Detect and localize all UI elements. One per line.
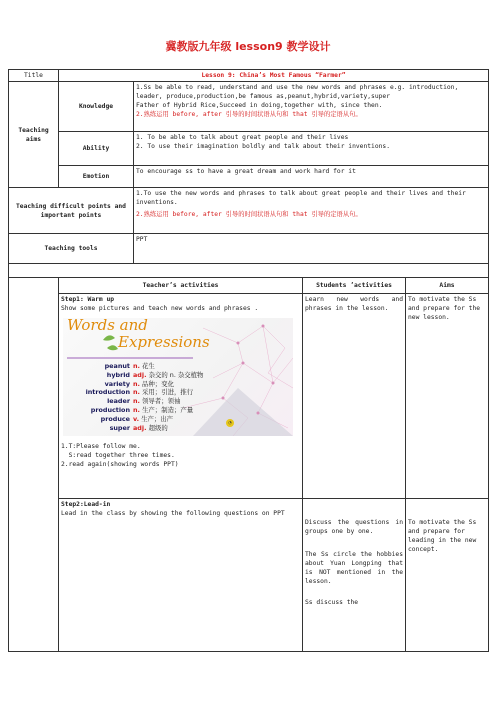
step2-aims-text: To motivate the Ss and prepare for leading in the new concept.: [408, 519, 477, 553]
words-title: Words and: [67, 318, 148, 334]
step2-title: Step2:Lead-in: [61, 501, 111, 508]
teaching-tools-value: PPT: [134, 234, 489, 264]
step1-instruction: 2.read again(showing words PPT): [61, 461, 179, 468]
difficult-line: 1.To use the new words and phrases to talk about great people and their lives and their inventions.: [136, 190, 466, 206]
spacer-row: [9, 264, 489, 278]
lesson-title: Lesson 9: China’s Most Famous “Farmer”: [59, 70, 489, 82]
vocab-list: [73, 362, 203, 432]
knowledge-label: Knowledge: [59, 82, 134, 132]
vocab-item: introduction n. 采用；引进，推行: [85, 388, 194, 397]
students-activities-header: Students ’activities: [303, 278, 406, 294]
step2-students-text: Ss discuss the: [305, 599, 359, 606]
step1-instruction: 1.T:Please follow me.: [61, 443, 141, 450]
knowledge-line: leader, produce,production,be famous as,peanut,hybrid,variety,super: [136, 93, 391, 100]
speaker-icon: ◔: [226, 419, 234, 427]
step1-students-cell: Learn new words and phrases in the lesson.: [303, 294, 406, 499]
expressions-title: Expressions: [118, 333, 210, 351]
vocab-item: super adj. 超级的: [109, 423, 168, 432]
step2-intro: Lead in the class by showing the following questions on PPT: [61, 510, 285, 517]
title-label: Title: [9, 70, 59, 82]
aims-header: Aims: [406, 278, 489, 294]
lesson-plan-table: [8, 69, 489, 652]
document-title: 冀教版九年级 lesson9 教学设计: [165, 40, 331, 53]
vocab-item: peanut n. 花生: [104, 362, 155, 370]
vocab-item: hybrid adj. 杂交的 n. 杂交植物: [106, 370, 204, 379]
vocab-item: variety n. 品种；变化: [104, 379, 174, 388]
step1-instruction: S:read together three times.: [61, 452, 175, 459]
ability-content: [134, 132, 489, 166]
vocab-item: produce v. 生产；出产: [100, 414, 174, 423]
knowledge-line-red: 2.熟练运用 before, after 引导的时间状语从句和 that 引导的定语从句。: [136, 111, 362, 118]
teacher-activities-header: Teacher’s activities: [59, 278, 303, 294]
step2-students-text: Discuss the questions in groups one by one.: [305, 519, 403, 535]
difficult-points-label: Teaching difficult points and important points: [9, 188, 134, 234]
step2-students-text: The Ss circle the hobbies about Yuan Longping that is NOT mentioned in the lesson.: [305, 551, 403, 585]
step1-title: Step1: Warm up: [61, 296, 115, 303]
emotion-content: To encourage ss to have a great dream and work hard for it: [134, 166, 489, 188]
teaching-tools-label: Teaching tools: [9, 234, 134, 264]
difficult-points-content: [134, 188, 489, 234]
step1-intro: Show some pictures and teach new words and phrases .: [61, 305, 259, 312]
knowledge-line: 1.Ss be able to read, understand and use the new words and phrases e.g. introduction,: [136, 84, 459, 91]
left-margin-cell: [9, 278, 59, 652]
emotion-label: Emotion: [59, 166, 134, 188]
ability-line: 1. To be able to talk about great people and their lives: [136, 134, 349, 141]
step2-students-cell: [303, 499, 406, 652]
ability-label: Ability: [59, 132, 134, 166]
knowledge-line: Father of Hybrid Rice,Succeed in doing,together with, since then.: [136, 102, 383, 109]
step2-aims-cell: [406, 499, 489, 652]
teaching-aims-label: Teaching aims: [9, 82, 59, 188]
difficult-line-red: 2.熟练运用 before, after 引导的时间状语从句和 that 引导的定语从句。: [136, 211, 362, 218]
ability-line: 2. To use their imagination boldly and talk about their inventions.: [136, 143, 391, 150]
step2-teacher-cell: [59, 499, 303, 652]
knowledge-content: [134, 82, 489, 132]
step1-teacher-cell: [59, 294, 303, 499]
words-expressions-image: [63, 318, 293, 436]
vocab-item: production n. 生产；制造；产量: [90, 405, 194, 414]
step1-aims-cell: To motivate the Ss and prepare for the new lesson.: [406, 294, 489, 499]
vocab-item: leader n. 领导者；领袖: [107, 397, 181, 406]
